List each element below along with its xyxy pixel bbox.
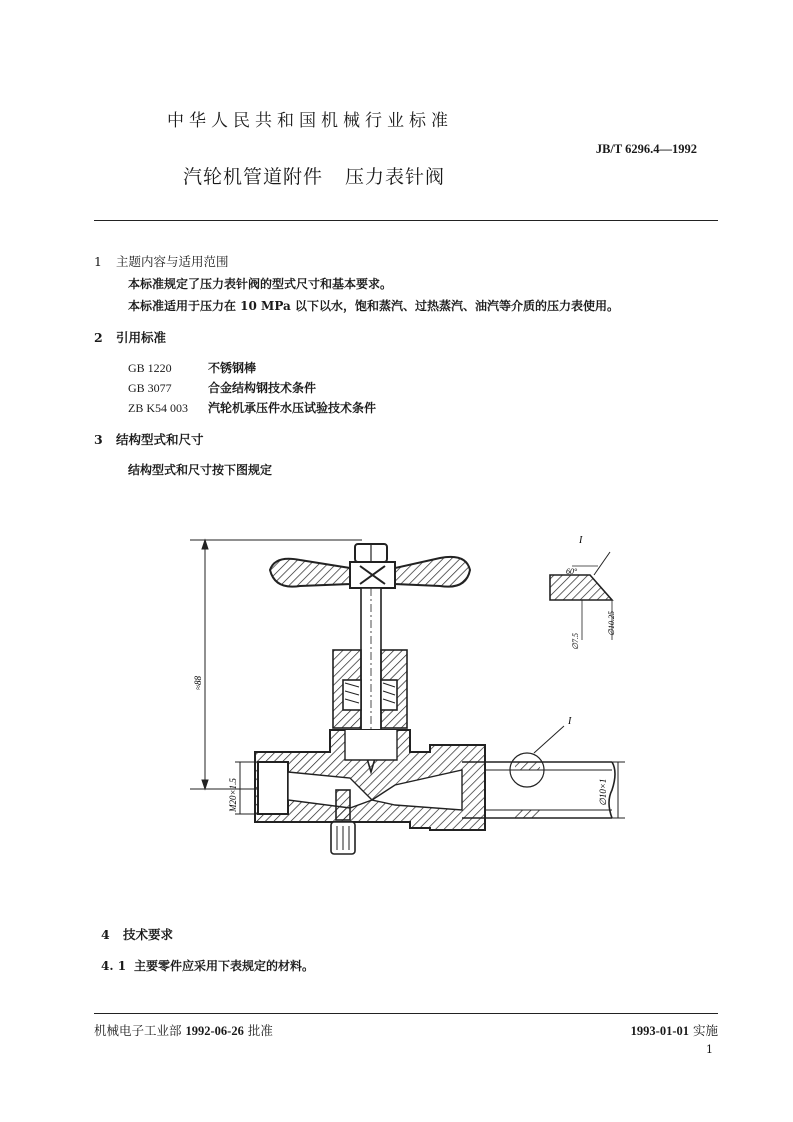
page-number: 1 xyxy=(706,1043,713,1056)
detail-view xyxy=(550,552,612,640)
approval-line xyxy=(94,1021,273,1039)
reference-code: GB 3077 xyxy=(128,381,172,395)
approval-action: 批准 xyxy=(247,1023,273,1038)
title-part-1: 汽轮机管道附件 xyxy=(183,166,324,188)
reference-name: 合金结构钢技术条件 xyxy=(208,381,317,395)
implementation-line xyxy=(631,1021,718,1039)
detail-outer-dimension: ∅10.25 xyxy=(607,611,616,636)
pipe-dimension-label: ∅10×1 xyxy=(598,778,608,806)
reference-name: 不锈钢棒 xyxy=(208,361,257,375)
clause-4-1 xyxy=(101,957,314,974)
section-3-paragraph: 结构型式和尺寸按下图规定 xyxy=(128,463,273,477)
reference-code: GB 1220 xyxy=(128,361,172,375)
clause-text: 主要零件应采用下表规定的材料。 xyxy=(134,959,315,973)
footer-rule xyxy=(94,1013,718,1014)
standard-code: JB/T 6296.4—1992 xyxy=(595,142,697,156)
approving-body: 机械电子工业部 xyxy=(94,1023,182,1038)
issuing-body: 中华人民共和国机械行业标准 xyxy=(167,111,453,131)
implementation-action: 实施 xyxy=(692,1023,718,1038)
section-1-paragraph-1: 本标准规定了压力表针阀的型式尺寸和基本要求。 xyxy=(128,277,393,291)
section-number: 4 xyxy=(101,927,110,942)
approval-date: 1992-06-26 xyxy=(185,1024,244,1038)
title-part-2: 压力表针阀 xyxy=(345,166,446,188)
reference-name: 汽轮机承压件水压试验技术条件 xyxy=(208,401,377,415)
section-number: 1 xyxy=(94,254,102,269)
detail-callout-label: I xyxy=(568,716,572,727)
reference-code: ZB K54 003 xyxy=(128,401,188,415)
clause-number: 4. 1 xyxy=(101,959,127,973)
section-title: 结构型式和尺寸 xyxy=(116,432,204,447)
section-title: 主题内容与适用范围 xyxy=(116,254,229,269)
section-4-heading xyxy=(101,925,173,943)
detail-label: I xyxy=(579,535,583,546)
valve-body xyxy=(255,730,485,830)
height-dimension-label: ≈88 xyxy=(193,676,203,690)
section-title: 引用标准 xyxy=(116,330,167,345)
section-1-paragraph-2: 本标准适用于压力在 10 MPa 以下以水，饱和蒸汽、过热蒸汽、油汽等介质的压力表使用。 xyxy=(128,299,619,313)
section-number: 3 xyxy=(94,432,103,447)
detail-bore-dimension: ∅7.5 xyxy=(571,633,580,650)
detail-angle-label: 60° xyxy=(566,567,578,576)
handwheel xyxy=(270,544,470,588)
section-number: 2 xyxy=(94,330,103,345)
section-title: 技术要求 xyxy=(123,927,174,942)
thread-dimension-label: M20×1.5 xyxy=(228,778,238,812)
pipe-dimension xyxy=(612,762,625,818)
implementation-date: 1993-01-01 xyxy=(630,1024,689,1038)
